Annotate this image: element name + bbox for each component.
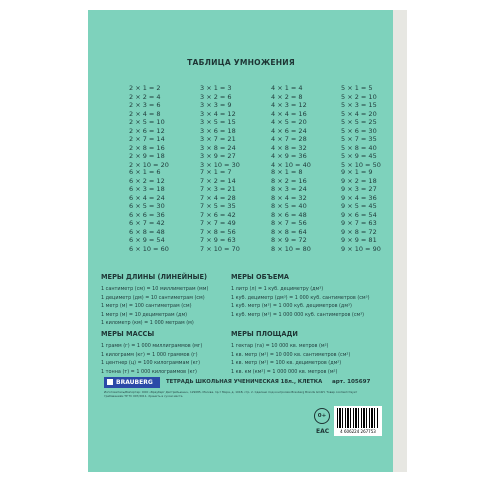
barcode bbox=[334, 406, 382, 436]
footer bbox=[88, 372, 394, 472]
times-table bbox=[200, 84, 240, 169]
times-table-row: 7 × 9 = 63 bbox=[200, 236, 236, 244]
fine-print: Изготовитель/Импортер: ООО «Брауберг Дистрибьюшн», 129085, Москва, пр-т Мира, д. 101В, стр. 2. Сделано под контролем Brauberg Brands GmbH. Товар соответствует требованиям ТР ТС 007/2011. Хранить в сухом месте. bbox=[104, 390, 358, 398]
barcode-bars-icon bbox=[337, 408, 379, 428]
length-line: 1 километр (км) = 1 000 метрам (м) bbox=[101, 320, 194, 327]
times-table-row: 5 × 7 = 35 bbox=[341, 135, 377, 143]
times-table bbox=[271, 168, 311, 253]
length-line: 1 метр (м) = 10 дециметрам (дм) bbox=[101, 311, 188, 318]
times-table-row: 4 × 8 = 32 bbox=[271, 143, 307, 152]
area-heading: МЕРЫ ПЛОЩАДИ bbox=[231, 330, 298, 338]
times-table-row: 7 × 6 = 42 bbox=[200, 210, 236, 219]
times-table-row: 9 × 9 = 81 bbox=[341, 236, 377, 244]
times-table-row: 8 × 4 = 32 bbox=[271, 193, 307, 202]
mass-line: 1 килограмм (кг) = 1 000 граммов (г) bbox=[101, 351, 198, 358]
times-table-row: 3 × 8 = 24 bbox=[200, 143, 236, 152]
product-name: ТЕТРАДЬ ШКОЛЬНАЯ УЧЕНИЧЕСКАЯ 18л., КЛЕТКА bbox=[166, 379, 323, 385]
times-table-row: 7 × 3 = 21 bbox=[200, 185, 236, 193]
times-table-row: 9 × 4 = 36 bbox=[341, 193, 377, 202]
times-table-row: 9 × 2 = 18 bbox=[341, 176, 377, 185]
times-table-row: 8 × 9 = 72 bbox=[271, 236, 307, 244]
times-table-row: 3 × 3 = 9 bbox=[200, 101, 232, 109]
times-table-row: 8 × 2 = 16 bbox=[271, 176, 307, 185]
times-table-row: 6 × 7 = 42 bbox=[129, 219, 165, 227]
times-table-row: 3 × 10 = 30 bbox=[200, 160, 240, 169]
times-table-row: 2 × 7 = 14 bbox=[129, 135, 165, 143]
volume-line: 1 куб. дециметр (дм³) = 1 000 куб. сантиметров (см³) bbox=[231, 294, 370, 301]
times-table-row: 2 × 6 = 12 bbox=[129, 126, 165, 135]
area-line: 1 кв. метр (м²) = 100 кв. дециметров (дм²) bbox=[231, 360, 342, 367]
times-table-row: 5 × 2 = 10 bbox=[341, 92, 377, 101]
mass-line: 1 тонна (т) = 1 000 килограммов (кг) bbox=[101, 368, 197, 375]
times-table-row: 5 × 5 = 25 bbox=[341, 118, 377, 126]
volume-line: 1 литр (л) = 1 куб. дециметру (дм³) bbox=[231, 286, 324, 292]
times-table-row: 3 × 7 = 21 bbox=[200, 135, 236, 143]
length-line: 1 сантиметр (см) = 10 миллиметрам (мм) bbox=[101, 286, 209, 292]
times-table-row: 4 × 9 = 36 bbox=[271, 152, 307, 160]
times-table-row: 9 × 7 = 63 bbox=[341, 219, 377, 227]
age-rating-badge: 0+ bbox=[314, 408, 330, 424]
times-table-row: 3 × 5 = 15 bbox=[200, 118, 236, 126]
times-table bbox=[129, 84, 169, 169]
times-table-row: 5 × 1 = 5 bbox=[341, 84, 373, 92]
times-table-row: 9 × 6 = 54 bbox=[341, 210, 377, 219]
length-heading: МЕРЫ ДЛИНЫ (ЛИНЕЙНЫЕ) bbox=[101, 273, 207, 281]
times-table-row: 9 × 8 = 72 bbox=[341, 227, 377, 236]
times-table-row: 2 × 5 = 10 bbox=[129, 118, 165, 126]
volume-line: 1 куб. метр (м³) = 1 000 000 куб. сантиметров (см³) bbox=[231, 311, 365, 318]
mass-heading: МЕРЫ МАССЫ bbox=[101, 330, 155, 338]
times-table-row: 6 × 10 = 60 bbox=[129, 244, 169, 253]
times-table-row: 5 × 6 = 30 bbox=[341, 126, 377, 135]
times-table-row: 2 × 9 = 18 bbox=[129, 152, 165, 160]
times-table-row: 9 × 5 = 45 bbox=[341, 202, 377, 210]
logo-mark-icon bbox=[107, 379, 113, 385]
barcode-number: 4 606224 267753 bbox=[340, 429, 376, 434]
times-table-row: 6 × 6 = 36 bbox=[129, 210, 165, 219]
article-number: арт. 105697 bbox=[332, 379, 371, 385]
times-table-row: 2 × 3 = 6 bbox=[129, 101, 161, 109]
times-table-row: 7 × 5 = 35 bbox=[200, 202, 236, 210]
times-table-row: 3 × 4 = 12 bbox=[200, 109, 236, 118]
times-table-row: 6 × 5 = 30 bbox=[129, 202, 165, 210]
times-table-row: 2 × 1 = 2 bbox=[129, 84, 161, 92]
brand-logo bbox=[104, 377, 160, 388]
times-table bbox=[200, 168, 240, 253]
times-table-row: 2 × 2 = 4 bbox=[129, 92, 161, 101]
times-table-row: 5 × 10 = 50 bbox=[341, 160, 381, 169]
times-table-row: 4 × 3 = 12 bbox=[271, 101, 307, 109]
page-title: ТАБЛИЦА УМНОЖЕНИЯ bbox=[187, 58, 295, 67]
times-table-row: 7 × 7 = 49 bbox=[200, 219, 236, 227]
times-table-row: 8 × 7 = 56 bbox=[271, 219, 307, 227]
times-table-row: 8 × 1 = 8 bbox=[271, 168, 303, 176]
times-table-row: 6 × 9 = 54 bbox=[129, 236, 165, 244]
times-table-row: 6 × 8 = 48 bbox=[129, 227, 165, 236]
times-table-row: 2 × 8 = 16 bbox=[129, 143, 165, 152]
length-line: 1 дециметр (дм) = 10 сантиметрам (см) bbox=[101, 294, 205, 301]
times-table bbox=[341, 84, 381, 169]
times-table-row: 3 × 2 = 6 bbox=[200, 92, 232, 101]
times-table-row: 4 × 10 = 40 bbox=[271, 160, 311, 169]
times-table-row: 6 × 4 = 24 bbox=[129, 193, 165, 202]
times-table-row: 7 × 8 = 56 bbox=[200, 227, 236, 236]
times-table-row: 6 × 3 = 18 bbox=[129, 185, 165, 193]
mass-line: 1 грамм (г) = 1 000 миллиграммов (мг) bbox=[101, 343, 203, 349]
times-table bbox=[271, 84, 311, 169]
times-table-row: 4 × 6 = 24 bbox=[271, 126, 307, 135]
times-table-row: 9 × 1 = 9 bbox=[341, 168, 373, 176]
times-table-row: 8 × 6 = 48 bbox=[271, 210, 307, 219]
times-table-row: 3 × 9 = 27 bbox=[200, 152, 236, 160]
area-line: 1 кв. метр (м²) = 10 000 кв. сантиметров (см²) bbox=[231, 351, 351, 358]
times-table-row: 7 × 1 = 7 bbox=[200, 168, 232, 176]
times-table-row: 7 × 10 = 70 bbox=[200, 244, 240, 253]
times-table-row: 4 × 1 = 4 bbox=[271, 84, 303, 92]
times-table-row: 5 × 3 = 15 bbox=[341, 101, 377, 109]
times-table-row: 4 × 7 = 28 bbox=[271, 135, 307, 143]
times-table-row: 8 × 3 = 24 bbox=[271, 185, 307, 193]
eac-mark: EAC bbox=[316, 428, 330, 435]
times-table-row: 3 × 6 = 18 bbox=[200, 126, 236, 135]
times-table-row: 9 × 3 = 27 bbox=[341, 185, 377, 193]
times-table-row: 8 × 5 = 40 bbox=[271, 202, 307, 210]
times-table-row: 9 × 10 = 90 bbox=[341, 244, 381, 253]
times-table-row: 8 × 10 = 80 bbox=[271, 244, 311, 253]
times-table-row: 4 × 4 = 16 bbox=[271, 109, 307, 118]
times-table-row: 6 × 2 = 12 bbox=[129, 176, 165, 185]
times-table-row: 6 × 1 = 6 bbox=[129, 168, 161, 176]
mass-line: 1 центнер (ц) = 100 килограммам (кг) bbox=[101, 360, 201, 367]
times-table-row: 8 × 8 = 64 bbox=[271, 227, 307, 236]
times-table bbox=[341, 168, 381, 253]
times-table-row: 7 × 4 = 28 bbox=[200, 193, 236, 202]
times-table-row: 5 × 8 = 40 bbox=[341, 143, 377, 152]
times-table-row: 2 × 10 = 20 bbox=[129, 160, 169, 169]
brand-name: BRAUBERG bbox=[116, 379, 153, 386]
times-table-row: 4 × 5 = 20 bbox=[271, 118, 307, 126]
times-table-row: 3 × 1 = 3 bbox=[200, 84, 232, 92]
length-line: 1 метр (м) = 100 сантиметрам (см) bbox=[101, 303, 192, 310]
times-table-row: 5 × 9 = 45 bbox=[341, 152, 377, 160]
area-line: 1 кв. км (км²) = 1 000 000 кв. метров (м²) bbox=[231, 368, 338, 375]
times-table-row: 4 × 2 = 8 bbox=[271, 92, 303, 101]
volume-line: 1 куб. метр (м³) = 1 000 куб. дециметров (дм³) bbox=[231, 303, 352, 310]
area-line: 1 гектар (га) = 10 000 кв. метров (м²) bbox=[231, 343, 329, 349]
times-table-row: 5 × 4 = 20 bbox=[341, 109, 377, 118]
volume-heading: МЕРЫ ОБЪЕМА bbox=[231, 273, 290, 281]
times-table-row: 7 × 2 = 14 bbox=[200, 176, 236, 185]
times-table bbox=[129, 168, 169, 253]
times-table-row: 2 × 4 = 8 bbox=[129, 109, 161, 118]
cover-edge bbox=[393, 10, 407, 472]
